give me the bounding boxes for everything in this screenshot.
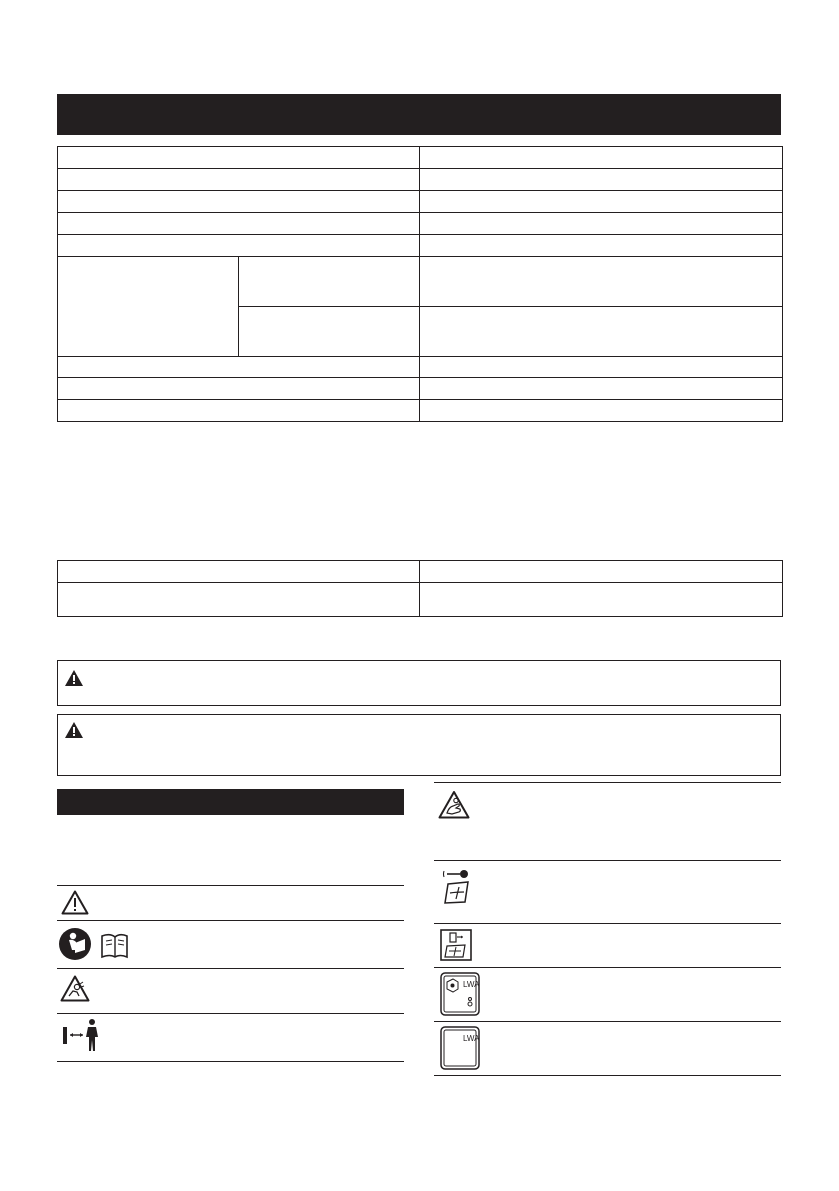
symbol-row [434,924,781,967]
symbol-row [57,969,404,1013]
spec-value [420,191,783,213]
spec-value [420,147,783,169]
symbol-row [57,921,404,968]
noise-label: LWA [463,1034,480,1043]
spec-value [420,307,783,357]
warning-box [57,660,781,706]
spec-label [58,357,420,378]
spec-value [420,583,783,617]
symbol-row [434,1022,781,1075]
spec-value [420,378,783,400]
secondary-table [57,560,783,617]
table-row [58,169,783,191]
keep-distance-icon [63,1018,103,1052]
spec-value [420,561,783,583]
table-row [58,583,783,617]
table-row [58,213,783,235]
spec-group-label [58,257,239,357]
spec-label [58,235,420,257]
noise-level-icon [440,972,480,1016]
spec-label [58,191,420,213]
table-row [58,357,783,378]
table-row [58,147,783,169]
symbol-row [57,1014,404,1061]
noise-level-plain-icon [440,1026,480,1070]
spec-sublabel [239,307,420,357]
symbol-row [434,783,781,860]
symbols-section-header [57,789,404,815]
spec-label [58,561,420,583]
section-header-bar [57,94,781,135]
caution-triangle-icon [61,890,89,915]
spec-label [58,583,420,617]
table-row [58,257,783,307]
table-row [58,235,783,257]
table-row [58,191,783,213]
spec-sublabel [239,257,420,307]
specifications-table [57,146,783,422]
spec-label [58,378,420,400]
symbol-row [434,968,781,1021]
spec-value [420,169,783,191]
symbol-row [434,861,781,923]
spec-value [420,357,783,378]
symbol-row [57,886,404,920]
table-row [58,400,783,422]
hand-hazard-icon [438,790,470,820]
warning-box [57,714,781,776]
table-row [58,378,783,400]
read-manual-icon [58,926,128,962]
spec-label [58,213,420,235]
spec-label [58,169,420,191]
warning-triangle-icon [65,670,83,686]
symbols-intro [57,826,404,876]
remove-key-manual-icon [442,868,474,904]
spec-value [420,213,783,235]
divider [434,1075,781,1076]
guard-adjust-icon [440,929,472,961]
spec-value [420,400,783,422]
spec-value [420,257,783,307]
divider [57,1061,404,1062]
warning-triangle-icon [65,722,83,738]
table-row [58,561,783,583]
spec-label [58,400,420,422]
noise-label: LWA [463,980,480,989]
spec-value [420,235,783,257]
flying-debris-icon [60,975,90,1002]
spec-label [58,147,420,169]
